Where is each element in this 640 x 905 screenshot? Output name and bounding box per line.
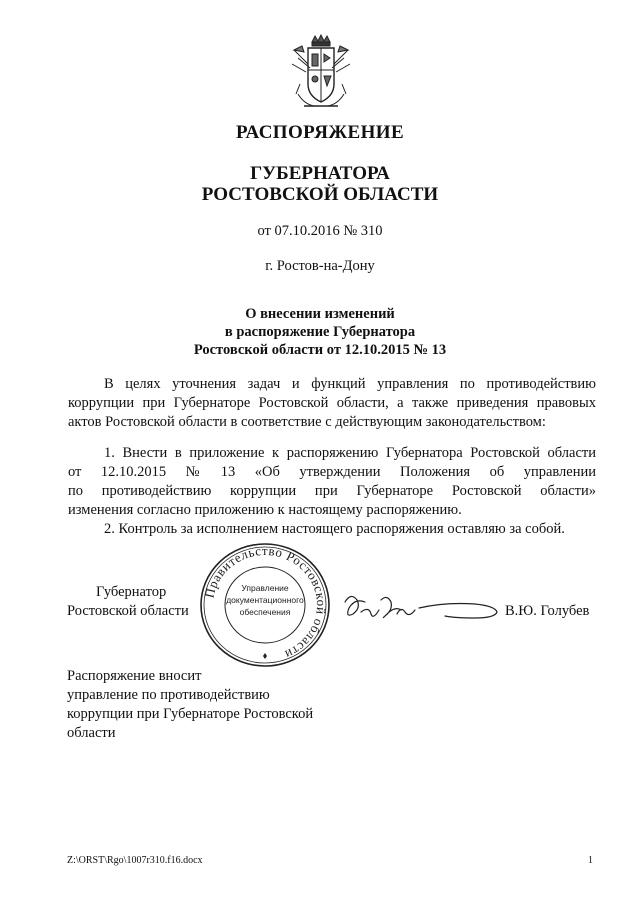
subject-line1: О внесении изменений <box>245 306 395 322</box>
item1-line: по противодействию коррупции при Губернаторе Ростовской области» <box>68 483 596 499</box>
intro-line: коррупции при Губернаторе Ростовской области, а также приведения правовых <box>68 395 596 411</box>
official-seal <box>198 541 332 669</box>
note-line: коррупции при Губернаторе Ростовской <box>67 706 314 722</box>
signatory-position-line2: Ростовской области <box>67 603 189 619</box>
seal-inner-line1: Управление <box>241 583 289 593</box>
coat-of-arms-emblem <box>290 34 352 112</box>
note-line: Распоряжение вносит <box>67 668 202 684</box>
document-type-title: РАСПОРЯЖЕНИЕ <box>235 122 405 143</box>
item1-line: от 12.10.2015 № 13 «Об утверждении Положения об управлении <box>68 464 596 480</box>
handwritten-signature <box>335 588 505 628</box>
intro-line: В целях уточнения задач и функций управления по противодействию <box>104 376 596 392</box>
seal-ring-text: Правительство Ростовской области <box>201 542 330 663</box>
issuer-title-line1: ГУБЕРНАТОРА <box>250 163 390 184</box>
note-line: области <box>67 725 116 741</box>
seal-inner-line2: документационного <box>226 595 304 605</box>
item1-line: 1. Внести в приложение к распоряжению Губернатора Ростовской области <box>104 445 596 461</box>
item2-line: 2. Контроль за исполнением настоящего распоряжения оставляю за собой. <box>104 521 565 537</box>
city: г. Ростов-на-Дону <box>265 258 375 274</box>
item1-line: изменения согласно приложению к настоящему распоряжению. <box>68 502 462 518</box>
signatory-name: В.Ю. Голубев <box>505 603 590 619</box>
date-and-number: от 07.10.2016 № 310 <box>257 223 383 239</box>
signatory-position-line1: Губернатор <box>96 584 167 600</box>
subject-line3: Ростовской области от 12.10.2015 № 13 <box>193 342 447 358</box>
subject-line2: в распоряжение Губернатора <box>224 324 416 340</box>
footer-file-path: Z:\ORST\Rgo\1007r310.f16.docx <box>67 855 203 866</box>
intro-line: актов Ростовской области в соответствие с действующим законодательством: <box>68 414 546 430</box>
seal-inner-line3: обеспечения <box>239 607 291 617</box>
seal-star-icon <box>263 653 267 659</box>
note-line: управление по противодействию <box>67 687 270 703</box>
footer-page-number: 1 <box>588 855 593 866</box>
issuer-title-line2: РОСТОВСКОЙ ОБЛАСТИ <box>201 184 439 205</box>
